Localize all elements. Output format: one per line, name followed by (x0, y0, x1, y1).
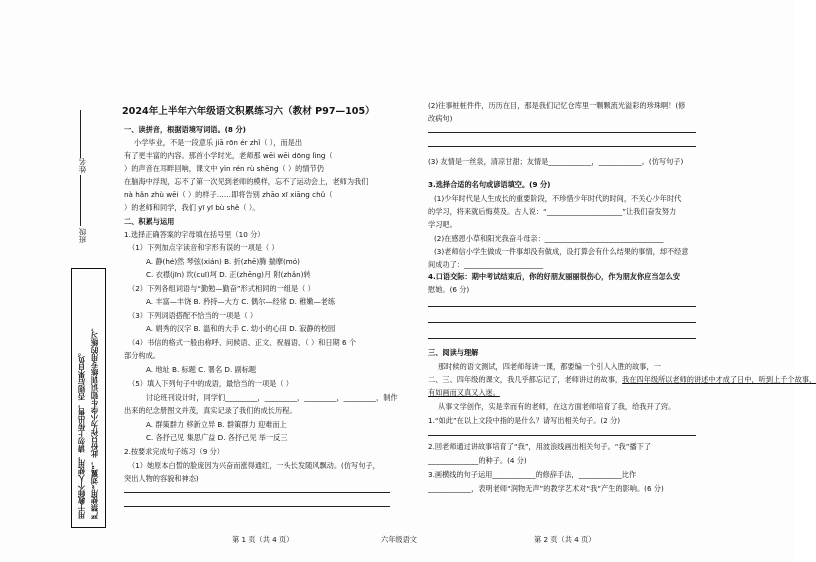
answer-line (428, 435, 696, 436)
s2-q1-5-options-ab: A. 群策群力 移新立异 B. 群策群力 迎难而上 (146, 420, 287, 429)
reading-q1: 1.“如此”在以上文段中指的是什么？请写出相关句子。(2 分) (428, 416, 621, 425)
q2-3: (3) 友情是一丝泉，清凉甘甜；友情是____________，____________。(仿写句子) (428, 157, 684, 166)
s2-q1-5-text-cont: 出来的纪念册图文并茂，真实记录了我们的成长历程。 (124, 406, 297, 415)
q3-1-cont: 的学习，将来就后悔莫及。古人说：“_____________________”让我们奋发努力 (428, 207, 677, 216)
s2-q1: 1.选择正确答案的字母填在括号里（10 分） (124, 230, 265, 239)
s2-q1-4-options: A. 地址 B. 标题 C. 署名 D. 副标题 (146, 365, 257, 374)
s2-q1-2: （2）下列各组词语与“勤勉—勤奋”形式相同的一组是（ ） (128, 284, 315, 293)
s2-q1-3: （3）下列词语搭配不恰当的一项是（ ） (128, 311, 258, 320)
s2-q1-4-cont: 部分构成。 (124, 351, 160, 360)
section-1-header: 一、读拼音，根据语境写词语。(8 分) (124, 125, 246, 134)
s2-q1-4: （4）书信的格式一般由称呼、问候语、正文、祝福语、（ ）和日期 6 个 (128, 338, 357, 347)
footer-subject: 六年级语文 (381, 535, 417, 544)
q3-2: (2)在感恩小草和阳光我奋斗母亲：_________________________________ (434, 234, 664, 243)
q3-3-cont: 间成功了：______________________ (428, 260, 544, 269)
class-label: 班级 (78, 228, 87, 243)
s2-q1-1-options-ab: A. 静(hé)然 琴弦(xián) B. 折(zhē)腾 揣摩(mó) (146, 257, 300, 266)
s1-line-4: 在脑海中浮现，忘不了第一次见到老师的模样，忘不了运动会上，老师为我们 (124, 177, 369, 186)
s1-line-5: nà hǎn zhù wēi（ ）的样子……即将告别 zhāo xī xiāng chǔ（ (124, 190, 333, 199)
s2-q1-3-options: A. 娟秀的汉字 B. 温和的大手 C. 幼小的心田 D. 寂静的校园 (146, 324, 336, 333)
passage-line-3: 有如画而又真又入迷。 (428, 388, 500, 397)
q2-2: (2)往事桩桩件件，历历在目，那是我们记忆仓库里一颗颗流光溢彩的珍珠啊！(修 (428, 101, 686, 110)
footer-right-page-number: 第 2 页（共 4 页） (534, 535, 596, 544)
s2-q2-1-cont: 突出人物的容貌和神态) (124, 474, 199, 483)
answer-line (428, 338, 696, 339)
reading-q2: 2.回老师通过讲故事培育了“我”，用波浪线画出相关句子。“我”播下了 (428, 442, 652, 451)
notice-box (71, 268, 106, 528)
notice-line-1: 严禁使用“刘翼”，此份只作为小学生知识训练专用的练习， (90, 324, 99, 519)
footer-left-page-number: 第 1 页（共 4 页） (232, 535, 294, 544)
q2-2-cont: 改病句) (428, 114, 453, 123)
class-line (80, 190, 81, 226)
answer-line (428, 306, 696, 307)
reading-q3-cont: ____________，表明老师“润物无声”的教学艺术对“我”产生的影响。(6 分) (428, 484, 664, 493)
s2-q1-2-options: A. 丰富—丰饶 B. 矜持—大方 C. 偶尔—经常 D. 稚嫩—老练 (146, 297, 336, 306)
s2-q1-5-text: 讨论班刊设计时，同学们_________，_________，_________，_________，制作 (146, 393, 398, 402)
reading-q2-cont: ______________的种子。(4 分) (428, 456, 527, 465)
answer-line (428, 146, 696, 147)
answer-line (428, 132, 696, 133)
q4: 4.口语交际：期中考试结束后，你的好朋友丽丽很伤心，作为朋友你应当怎么安 (428, 272, 681, 281)
name-line (80, 110, 81, 158)
q3-3: (3)老师信小学生做成一件事却没有做成，设打算会有什么结果的事情，却不经意 (434, 247, 689, 256)
notice-line-2: 用于教师个人使用，请勿上传出售，否则后果自负。 (77, 348, 86, 519)
s2-q1-1: （1）下列加点字读音和字形有误的一项是（ ） (128, 243, 279, 252)
passage-line-2-text: 二、三、四年级的课文，我几乎都忘记了，老师讲过的故事， (428, 375, 623, 384)
passage-line-1: 那时候的语文测试，四老师每讲一课，都要编一个引人入胜的故事，一 (438, 362, 661, 371)
s1-line-6: ）的老师和同学，我们 yī yī bù shě（ ）。 (124, 203, 260, 212)
q3-1: (1)少年时代是人生成长的重要阶段，不珍惜少年时代的时间，不关心少年时代 (434, 194, 682, 203)
q3-1-cont2: 学习吧。 (428, 220, 457, 229)
s1-line-2: 有了更丰富的内容。那首小学时光，老师那 wēi wēi dōng lìng（ (124, 151, 333, 160)
answer-line (124, 506, 390, 507)
section-3-header: 三、阅读与理解 (428, 348, 479, 357)
s2-q1-5: （5）填入下列句子中的成语，最恰当的一项是（ ） (128, 379, 293, 388)
answer-line (124, 492, 390, 493)
s1-line-1: 小学毕业，不是一段意乐 jiā rōn ér zhǐ（ ），而是出 (134, 138, 303, 147)
s1-line-3: ）的声音在耳畔回响，课文中 yìn rén rù shēng（ ）的情节仍 (124, 164, 324, 173)
answer-line (428, 322, 696, 323)
passage-underlined-sentence: 我在四年级所以老师的讲述中才成了日中，听到上千个故事， (622, 375, 816, 384)
s2-q2: 2.按要求完成句子练习（9 分） (124, 447, 224, 456)
s2-q1-5-options-cd: C. 各抒己见 集思广益 D. 各抒己见 举一反三 (146, 433, 288, 442)
q4-cont: 慰她。(6 分) (428, 285, 470, 294)
exam-title: 2024年上半年六年级语文积累练习六（教材 P97—105） (122, 106, 375, 117)
section-2-header: 二、积累与运用 (124, 217, 175, 226)
s2-q2-1: （1）她原本白皙的脸庞因为兴奋而涨得通红，一头长发随风飘动。(仿写句子， (128, 461, 380, 470)
s2-q1-1-options-cd: C. 衣襟(jīn) 坎(cuī)坷 D. 正(zhēng)月 附(zhǎn)转 (146, 270, 311, 279)
name-label: 姓名 (78, 158, 87, 173)
reading-q3: 3.画横线的句子运用____________的修辞手法，____________比作 (428, 470, 637, 479)
passage-line-2 (428, 374, 816, 385)
passage-line-4: 从事文学创作，实是幸而有的老师，在这方面老师培育了我，给我开了窍。 (438, 402, 676, 411)
q3: 3.选择合适的名句或谚语填空。(9 分) (428, 180, 551, 189)
